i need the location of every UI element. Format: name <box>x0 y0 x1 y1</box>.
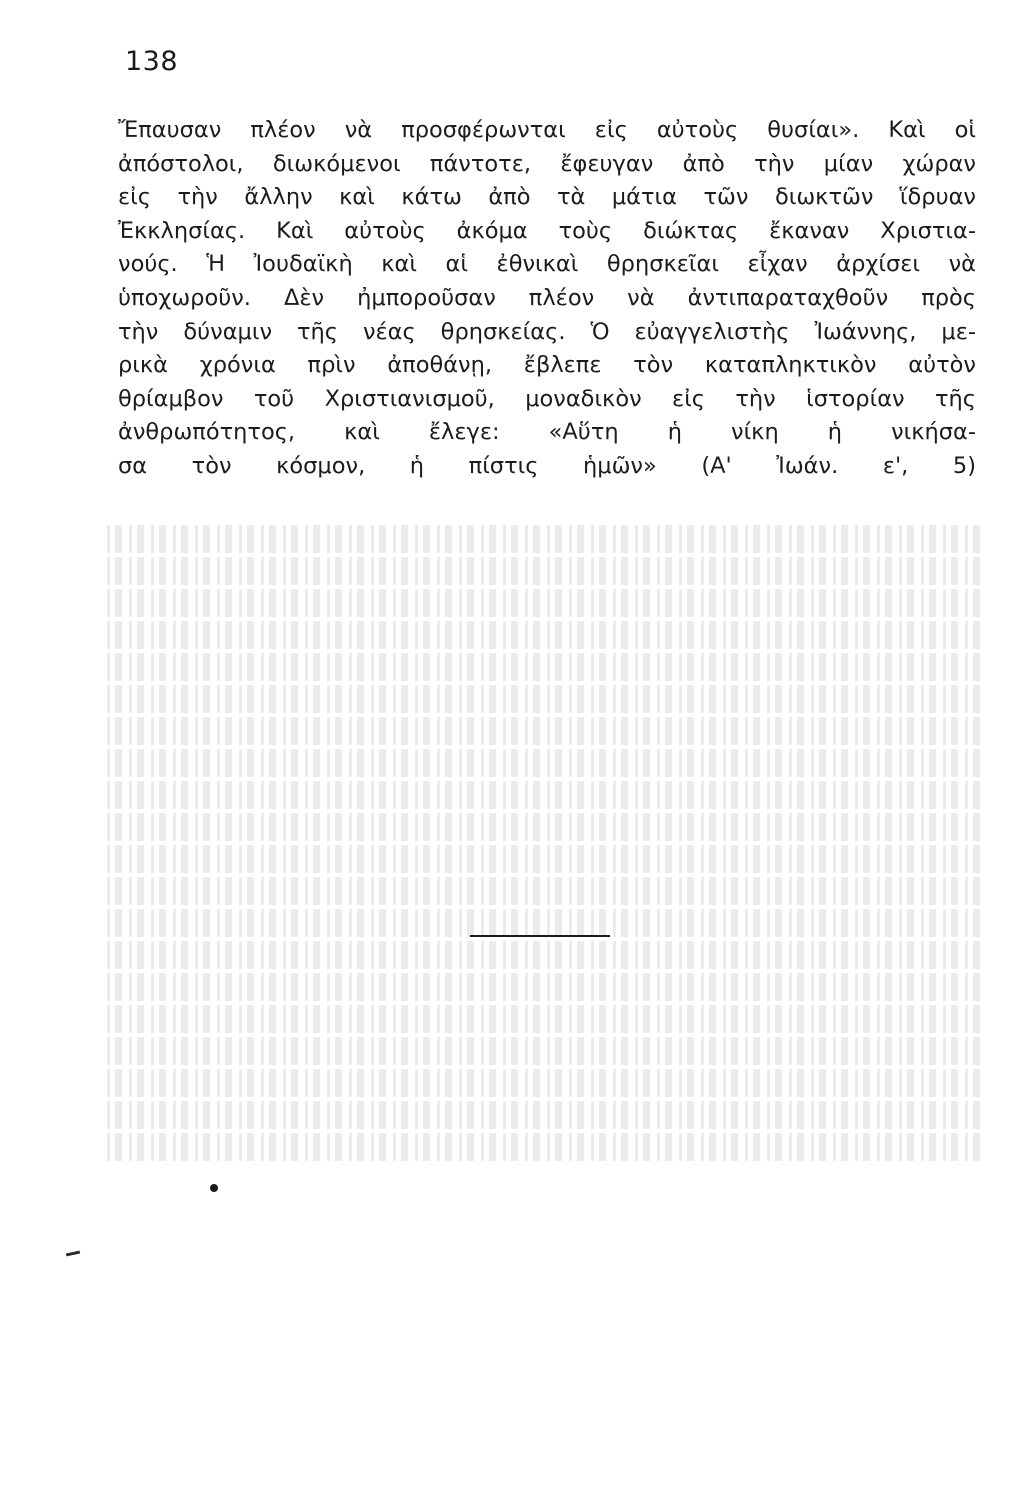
section-divider <box>470 935 610 937</box>
text-line: θρίαμβον τοῦ Χριστιανισμοῦ, μοναδικὸν εἰς τὴν ἱστορίαν τῆς <box>118 385 976 412</box>
text-line: ὑποχωροῦν. Δὲν ἠμποροῦσαν πλέον νὰ ἀντιπαραταχθοῦν πρὸς <box>118 284 976 311</box>
text-line: τὴν δύναμιν τῆς νέας θρησκείας. Ὁ εὐαγγελιστὴς Ἰωάννης, με- <box>118 318 976 345</box>
text-line: ἀνθρωπότητος, καὶ ἔλεγε: «Αὕτη ἡ νίκη ἡ νικήσα- <box>118 419 976 446</box>
ink-dot <box>210 1184 218 1192</box>
text-line: Ἐκκλησίας. Καὶ αὐτοὺς ἀκόμα τοὺς διώκτας ἔκαναν Χριστια- <box>118 217 976 244</box>
text-line: Ἔπαυσαν πλέον νὰ προσφέρωνται εἰς αὐτοὺς θυσίαι». Καὶ οἱ <box>118 117 976 143</box>
show-through-text <box>100 525 980 1185</box>
text-line: νούς. Ἡ Ἰουδαϊκὴ καὶ αἱ ἐθνικαὶ θρησκεῖαι εἶχαν ἀρχίσει νὰ <box>118 251 976 278</box>
text-line: ρικὰ χρόνια πρὶν ἀποθάνῃ, ἔβλεπε τὸν καταπληκτικὸν αὐτὸν <box>118 352 976 379</box>
ink-mark <box>66 1251 80 1257</box>
text-line: ἀπόστολοι, διωκόμενοι πάντοτε, ἔφευγαν ἀπὸ τὴν μίαν χώραν <box>118 150 976 177</box>
body-paragraph <box>118 114 976 484</box>
text-line: εἰς τὴν ἄλλην καὶ κάτω ἀπὸ τὰ μάτια τῶν διωκτῶν ἵδρυαν <box>118 184 976 211</box>
text-line: σα τὸν κόσμον, ἡ πίστις ἡμῶν» (Α' Ἰωάν. ε', 5) <box>118 452 976 479</box>
page-number: 138 <box>125 46 179 77</box>
